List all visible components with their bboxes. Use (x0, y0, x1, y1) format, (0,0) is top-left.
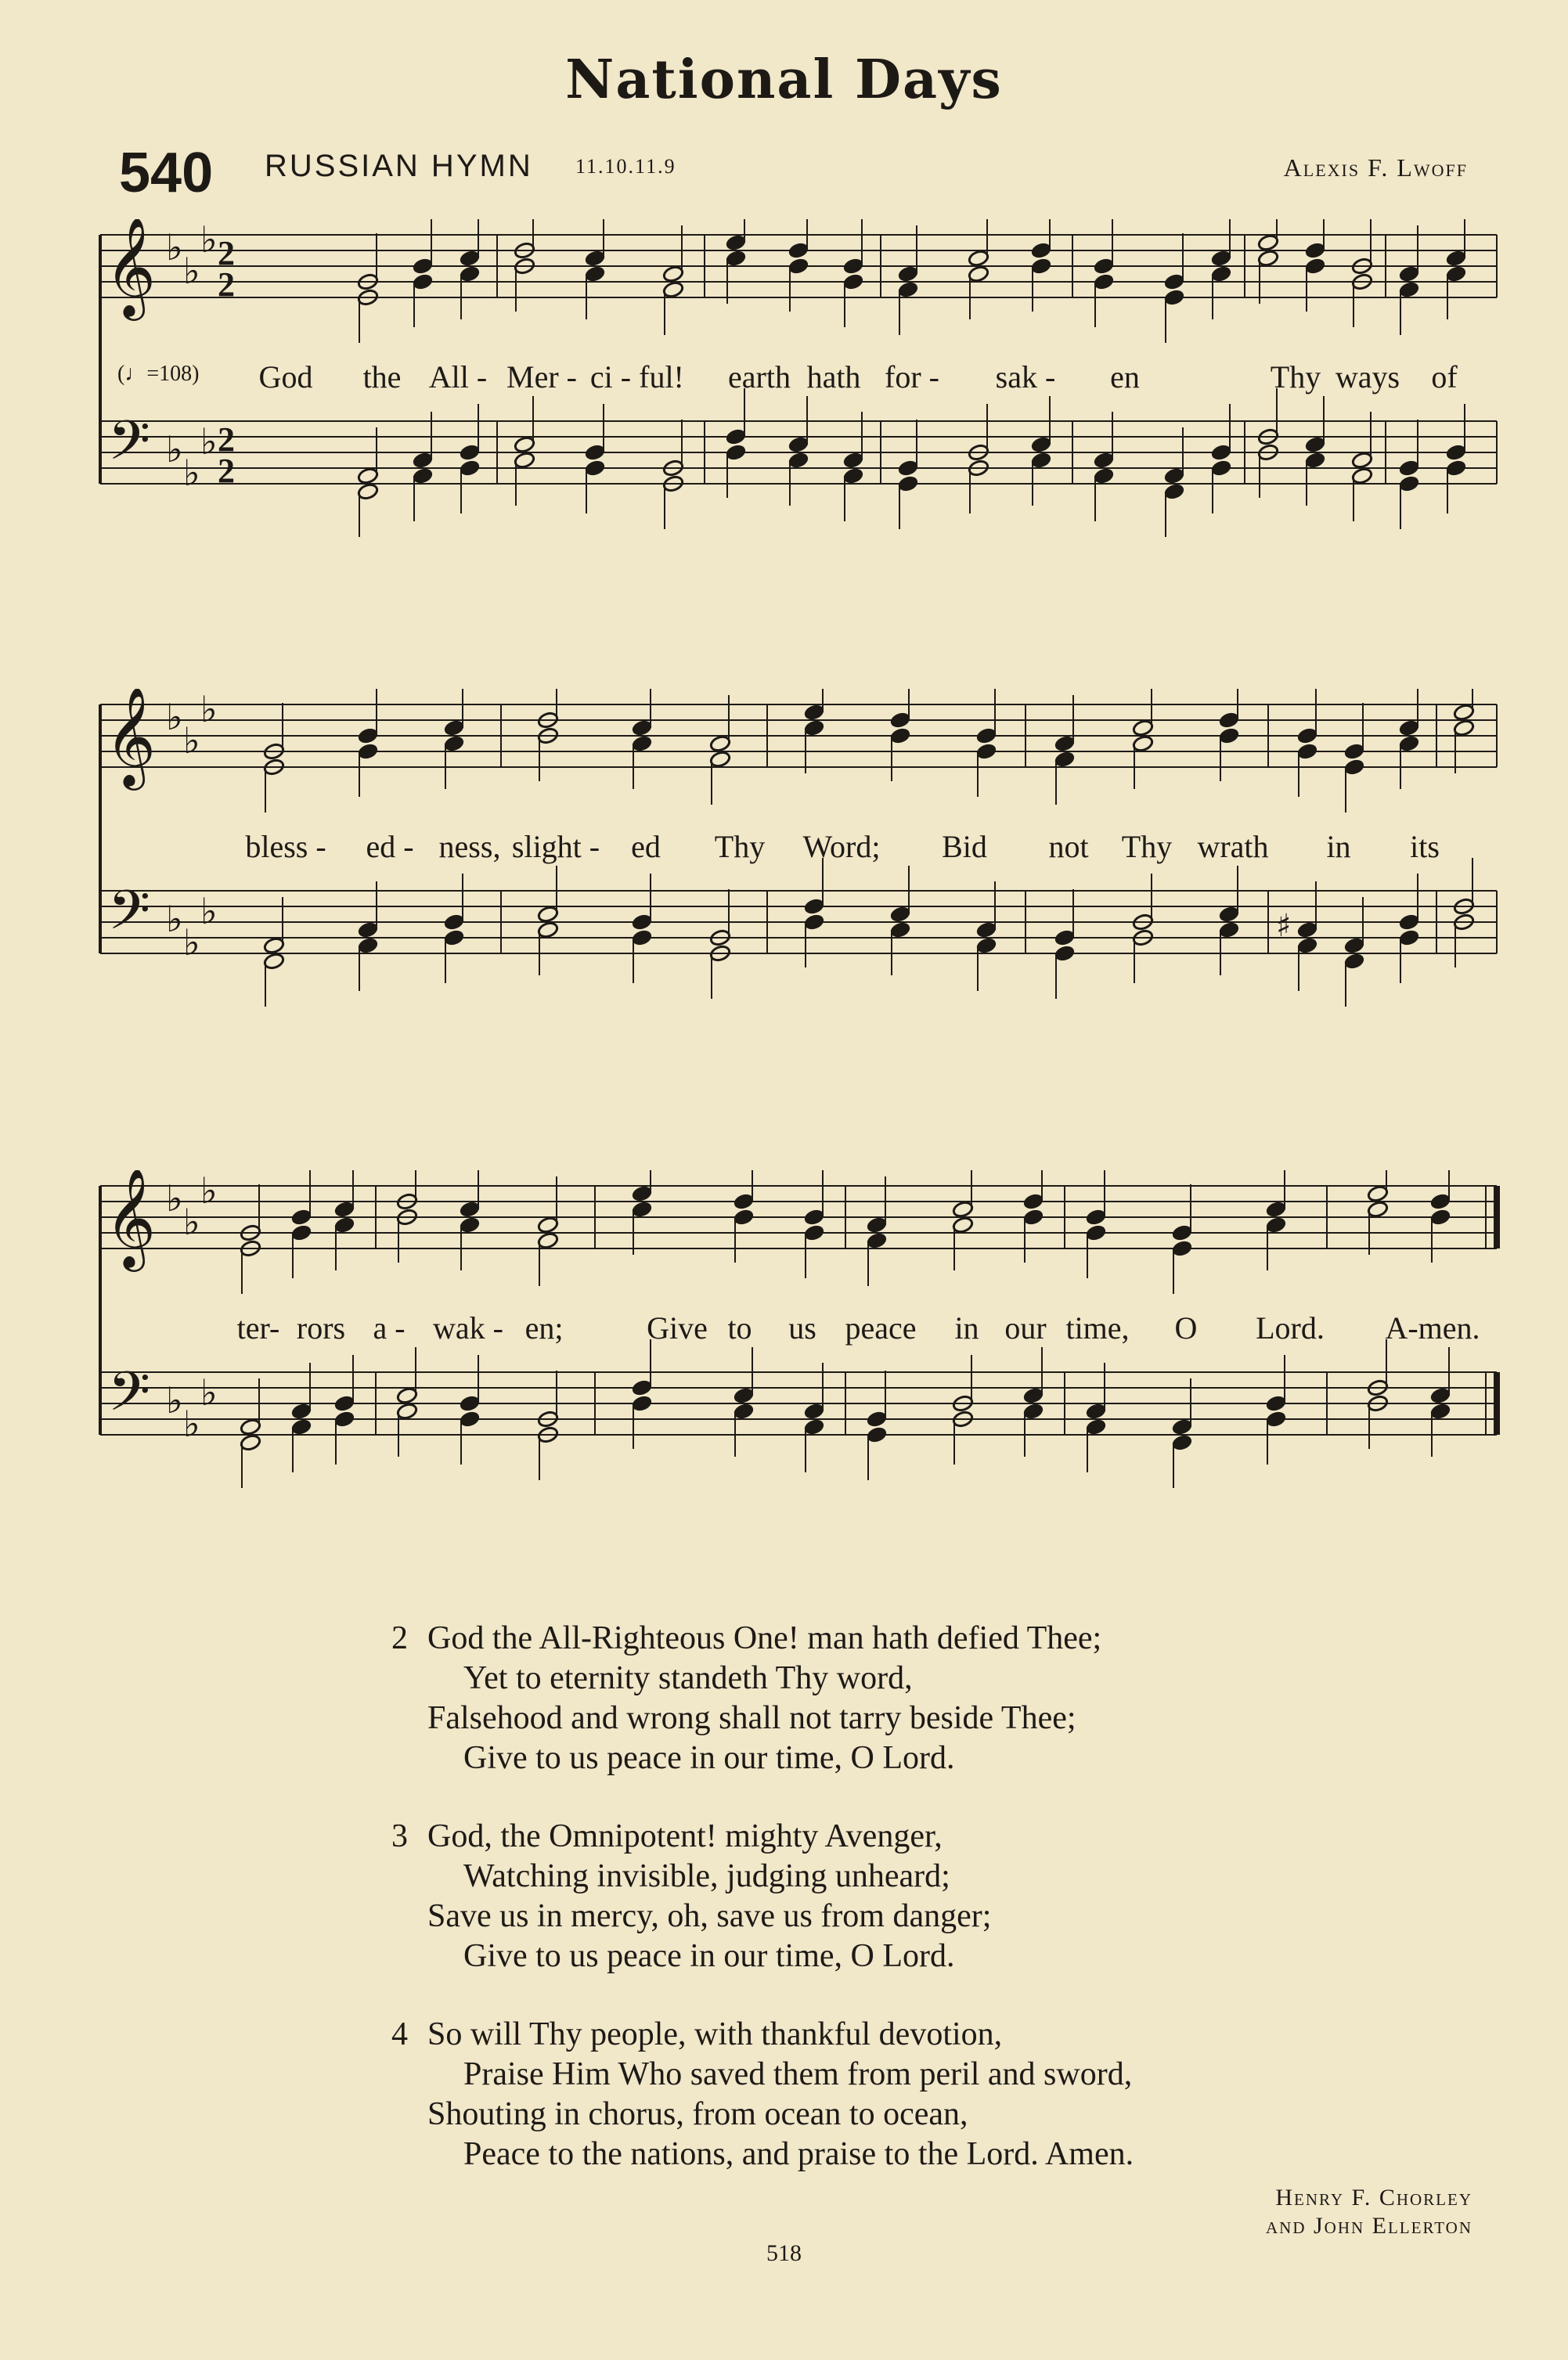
quarter-note-head (631, 719, 653, 737)
lyric-syllable: ful! (639, 359, 684, 395)
lyric-syllable: in (954, 1310, 979, 1346)
quarter-note-head (1163, 467, 1185, 485)
quarter-note-head (1296, 742, 1318, 760)
quarter-note-head (1171, 1418, 1193, 1436)
quarter-note-head (1163, 272, 1185, 290)
quarter-note-head (1093, 451, 1115, 469)
quarter-note-head (803, 1402, 825, 1420)
quarter-note-head (1210, 443, 1232, 461)
lyric-syllable: en (1110, 359, 1140, 395)
quarter-note-head (1398, 719, 1420, 737)
quarter-note-head (443, 928, 465, 946)
quarter-note-head (803, 897, 825, 915)
quarter-note-head (1445, 265, 1467, 283)
hymn-number: 540 (119, 142, 214, 204)
quarter-note-head (733, 1386, 755, 1404)
quarter-note-head (631, 928, 653, 946)
verse-text: Save us in mercy, oh, save us from danger; (427, 1898, 992, 1934)
quarter-note-head (1343, 952, 1365, 970)
lyric-syllable: O (1174, 1310, 1198, 1346)
composer: Alexis F. Lwoff (1283, 153, 1468, 182)
lyric-syllable: Give (647, 1310, 708, 1346)
quarter-note-head (725, 249, 747, 267)
verse-line (391, 1619, 1134, 1659)
quarter-note-head (1085, 1418, 1107, 1436)
lyric-syllable: for - (885, 359, 939, 395)
quarter-note-head (1445, 249, 1467, 267)
quarter-note-head (975, 936, 997, 954)
half-note-head (537, 1231, 559, 1249)
quarter-note-head (1398, 474, 1420, 492)
quarter-note-head (459, 1200, 481, 1218)
half-note-head (396, 1402, 418, 1420)
verse-line: Yet to eternity standeth Thy word, (463, 1660, 913, 1696)
quarter-note-head (1054, 734, 1076, 752)
quarter-note-head (788, 241, 809, 259)
quarter-note-head (443, 719, 465, 737)
half-note-head (537, 921, 559, 939)
half-note-head (1367, 1184, 1389, 1202)
quarter-note-head (897, 459, 919, 477)
flat-icon: ♭ (183, 1201, 200, 1243)
quarter-note-head (1343, 936, 1365, 954)
half-note-head (709, 734, 731, 752)
quarter-note-head (1218, 711, 1240, 729)
quarter-note-head (333, 1216, 355, 1234)
flat-icon: ♭ (166, 696, 183, 738)
quarter-note-head (1085, 1402, 1107, 1420)
quarter-note-head (788, 257, 809, 275)
flat-icon: ♭ (183, 250, 200, 292)
half-note-head (1351, 451, 1373, 469)
quarter-note-head (1030, 451, 1052, 469)
quarter-note-head (975, 742, 997, 760)
bass-clef-icon: 𝄢 (108, 1360, 151, 1436)
quarter-note-head (725, 427, 747, 445)
quarter-note-head (889, 726, 911, 744)
quarter-note-head (1343, 742, 1365, 760)
half-note-head (537, 1216, 559, 1234)
verse-line (391, 1817, 1134, 1857)
lyric-syllable: ter- (236, 1310, 280, 1346)
page-number: 518 (766, 2240, 802, 2266)
quarter-note-head (1022, 1192, 1044, 1210)
quarter-note-head (459, 1394, 481, 1412)
music-system-1 (94, 219, 1503, 548)
quarter-note-head (1304, 435, 1326, 453)
lyric-syllable: Word; (802, 829, 881, 864)
author-line-2: and John Ellerton (1265, 2213, 1472, 2239)
quarter-note-head (290, 1418, 312, 1436)
quarter-note-head (866, 1425, 888, 1443)
bass-clef-icon: 𝄢 (108, 878, 151, 955)
lyric-syllable: our (1004, 1310, 1047, 1346)
tempo-marking: (♩=108) (117, 362, 200, 386)
verse-number: 2 (391, 1620, 408, 1656)
quarter-note-head (803, 913, 825, 931)
lyric-syllable: the (362, 359, 402, 395)
quarter-note-head (1030, 257, 1052, 275)
quarter-note-head (1093, 467, 1115, 485)
author-line-1: Henry F. Chorley (1275, 2185, 1472, 2210)
quarter-note-head (1093, 272, 1115, 290)
lyric-syllable: ed (631, 829, 661, 864)
half-note-head (1132, 719, 1154, 737)
verse-text: God, the Omnipotent! mighty Avenger, (427, 1818, 943, 1854)
quarter-note-head (333, 1394, 355, 1412)
quarter-note-head (897, 265, 919, 283)
quarter-note-head (631, 913, 653, 931)
quarter-note-head (1085, 1208, 1107, 1226)
half-note-head (1257, 233, 1279, 251)
quarter-note-head (897, 280, 919, 298)
quarter-note-head (1304, 241, 1326, 259)
quarter-note-head (459, 443, 481, 461)
half-note-head (1453, 719, 1475, 737)
half-note-head (357, 467, 379, 485)
quarter-note-head (1304, 257, 1326, 275)
quarter-note-head (1171, 1433, 1193, 1451)
quarter-note-head (443, 913, 465, 931)
additional-verses (391, 1619, 1134, 2213)
quarter-note-head (1296, 726, 1318, 744)
verse-4 (391, 2015, 1134, 2174)
verse-line (391, 2095, 1134, 2135)
verse-number: 3 (391, 1818, 408, 1854)
quarter-note-head (1265, 1394, 1287, 1412)
quarter-note-head (631, 734, 653, 752)
flat-icon: ♭ (166, 226, 183, 268)
quarter-note-head (1093, 257, 1115, 275)
quarter-note-head (725, 233, 747, 251)
verse-text: Shouting in chorus, from ocean to ocean, (427, 2096, 968, 2132)
time-signature-bottom: 2 (218, 265, 235, 304)
quarter-note-head (866, 1231, 888, 1249)
lyric-syllable: A-men. (1385, 1310, 1480, 1346)
verse-text: So will Thy people, with thankful devotion, (427, 2016, 1003, 2052)
half-note-head (952, 1200, 974, 1218)
quarter-note-head (1210, 249, 1232, 267)
quarter-note-head (897, 474, 919, 492)
quarter-note-head (842, 272, 864, 290)
lyric-syllable: slight - (511, 829, 600, 864)
verse-line: Give to us peace in our time, O Lord. (463, 1740, 955, 1776)
quarter-note-head (631, 1184, 653, 1202)
quarter-note-head (733, 1192, 755, 1210)
quarter-note-head (1210, 459, 1232, 477)
lyric-syllable: ed - (366, 829, 414, 864)
quarter-note-head (1210, 265, 1232, 283)
quarter-note-head (975, 921, 997, 939)
lyric-syllable: ci - (589, 359, 632, 395)
quarter-note-head (357, 726, 379, 744)
time-signature-bottom: 2 (218, 452, 235, 490)
lyrics-line-2 (94, 828, 1503, 875)
half-note-head (240, 1418, 261, 1436)
lyric-syllable: peace (845, 1310, 917, 1346)
lyric-syllable: ways (1335, 359, 1400, 395)
text-authors (1266, 2184, 1472, 2240)
quarter-note-head (1054, 944, 1076, 962)
quarter-note-head (1171, 1223, 1193, 1241)
half-note-head (1453, 703, 1475, 721)
verse-2 (391, 1619, 1134, 1778)
lyric-syllable: Thy (1270, 359, 1321, 395)
flat-icon: ♭ (166, 1177, 183, 1220)
quarter-note-head (788, 451, 809, 469)
lyric-syllable: hath (806, 359, 861, 395)
quarter-note-head (842, 467, 864, 485)
quarter-note-head (631, 1200, 653, 1218)
lyric-syllable: us (788, 1310, 816, 1346)
music-system-2 (94, 689, 1503, 1018)
quarter-note-head (1171, 1239, 1193, 1257)
quarter-note-head (584, 249, 606, 267)
lyrics-line-1 (94, 359, 1503, 405)
quarter-note-head (1429, 1386, 1451, 1404)
flat-icon: ♭ (200, 890, 218, 932)
quarter-note-head (1398, 265, 1420, 283)
lyric-syllable: rors (296, 1310, 346, 1346)
verse-text: Falsehood and wrong shall not tarry beside Thee; (427, 1700, 1076, 1736)
meter: 11.10.11.9 (575, 155, 676, 178)
verse-line: Praise Him Who saved them from peril and sword, (463, 2056, 1133, 2092)
quarter-note-head (333, 1410, 355, 1428)
quarter-note-head (866, 1216, 888, 1234)
quarter-note-head (1429, 1208, 1451, 1226)
quarter-note-head (975, 726, 997, 744)
half-note-head (263, 936, 285, 954)
quarter-note-head (584, 459, 606, 477)
quarter-note-head (1429, 1402, 1451, 1420)
quarter-note-head (1054, 750, 1076, 768)
quarter-note-head (803, 1223, 825, 1241)
quarter-note-head (1022, 1402, 1044, 1420)
quarter-note-head (1085, 1223, 1107, 1241)
lyric-syllable: Thy (714, 829, 766, 864)
lyric-syllable: Thy (1121, 829, 1173, 864)
half-note-head (968, 265, 989, 283)
quarter-note-head (459, 265, 481, 283)
verse-line (391, 2015, 1134, 2055)
verse-line (391, 1897, 1134, 1937)
verse-line (391, 1699, 1134, 1738)
quarter-note-head (1304, 451, 1326, 469)
quarter-note-head (733, 1208, 755, 1226)
half-note-head (1132, 734, 1154, 752)
lyric-syllable: Lord. (1256, 1310, 1325, 1346)
quarter-note-head (1445, 443, 1467, 461)
quarter-note-head (889, 921, 911, 939)
lyric-syllable: of (1431, 359, 1458, 395)
flat-icon: ♭ (183, 452, 200, 494)
lyric-syllable: ness, (438, 829, 501, 864)
flat-icon: ♭ (166, 1379, 183, 1421)
lyric-syllable: All - (428, 359, 488, 395)
quarter-note-head (725, 443, 747, 461)
quarter-note-head (889, 905, 911, 923)
lyric-syllable: time, (1065, 1310, 1130, 1346)
lyric-syllable: a - (373, 1310, 406, 1346)
lyric-syllable: sak - (995, 359, 1056, 395)
flat-icon: ♭ (200, 219, 218, 261)
lyrics-line-3 (94, 1310, 1503, 1357)
quarter-note-head (412, 451, 434, 469)
section-title: National Days (565, 49, 1003, 111)
half-note-head (357, 482, 379, 500)
half-note-head (240, 1433, 261, 1451)
quarter-note-head (1296, 921, 1318, 939)
music-system-3 (94, 1170, 1503, 1538)
quarter-note-head (1030, 241, 1052, 259)
quarter-note-head (459, 1216, 481, 1234)
bass-clef-icon: 𝄢 (108, 409, 151, 485)
tune-name: RUSSIAN HYMN (265, 149, 533, 183)
half-note-head (537, 905, 559, 923)
quarter-note-head (1030, 435, 1052, 453)
half-note-head (514, 451, 535, 469)
quarter-note-head (1398, 734, 1420, 752)
quarter-note-head (1398, 928, 1420, 946)
lyric-syllable: Bid (942, 829, 987, 864)
quarter-note-head (1218, 726, 1240, 744)
half-note-head (263, 952, 285, 970)
quarter-note-head (803, 719, 825, 737)
lyric-syllable: wrath (1197, 829, 1269, 864)
quarter-note-head (842, 257, 864, 275)
flat-icon: ♭ (200, 420, 218, 463)
quarter-note-head (1343, 758, 1365, 776)
half-note-head (1367, 1200, 1389, 1218)
verse-line: Peace to the nations, and praise to the Lord. Amen. (463, 2136, 1134, 2172)
half-note-head (1257, 249, 1279, 267)
quarter-note-head (1445, 459, 1467, 477)
quarter-note-head (412, 272, 434, 290)
flat-icon: ♭ (200, 1170, 218, 1212)
quarter-note-head (1265, 1216, 1287, 1234)
verse-text: God the All-Righteous One! man hath defied Thee; (427, 1620, 1102, 1656)
quarter-note-head (1022, 1386, 1044, 1404)
quarter-note-head (1218, 921, 1240, 939)
half-note-head (662, 265, 684, 283)
half-note-head (396, 1386, 418, 1404)
flat-icon: ♭ (183, 719, 200, 762)
quarter-note-head (631, 1378, 653, 1396)
quarter-note-head (357, 936, 379, 954)
flat-icon: ♭ (200, 1371, 218, 1414)
half-note-head (662, 280, 684, 298)
lyric-syllable: not (1048, 829, 1089, 864)
flat-icon: ♭ (166, 428, 183, 470)
treble-clef-icon: 𝄞 (105, 689, 157, 786)
quarter-note-head (1429, 1192, 1451, 1210)
lyric-syllable: bless - (245, 829, 326, 864)
quarter-note-head (333, 1200, 355, 1218)
flat-icon: ♭ (183, 1403, 200, 1445)
verse-3 (391, 1817, 1134, 1976)
quarter-note-head (290, 1208, 312, 1226)
quarter-note-head (1398, 459, 1420, 477)
quarter-note-head (1265, 1410, 1287, 1428)
quarter-note-head (1163, 288, 1185, 306)
quarter-note-head (842, 451, 864, 469)
quarter-note-head (412, 467, 434, 485)
quarter-note-head (803, 1208, 825, 1226)
quarter-note-head (1398, 913, 1420, 931)
quarter-note-head (1398, 280, 1420, 298)
half-note-head (968, 249, 989, 267)
verse-line: Watching invisible, judging unheard; (463, 1858, 950, 1894)
quarter-note-head (584, 443, 606, 461)
flat-icon: ♭ (200, 689, 218, 730)
quarter-note-head (1054, 928, 1076, 946)
quarter-note-head (1296, 936, 1318, 954)
lyric-syllable: in (1326, 829, 1351, 864)
quarter-note-head (357, 742, 379, 760)
time-signature-top: 2 (218, 420, 235, 459)
quarter-note-head (803, 1418, 825, 1436)
time-signature-top: 2 (218, 234, 235, 272)
quarter-note-head (631, 1394, 653, 1412)
treble-clef-icon: 𝄞 (105, 1170, 157, 1267)
flat-icon: ♭ (183, 921, 200, 964)
quarter-note-head (459, 459, 481, 477)
flat-icon: ♭ (166, 898, 183, 940)
sharp-icon: ♯ (1276, 908, 1292, 944)
verse-line: Give to us peace in our time, O Lord. (463, 1938, 955, 1974)
quarter-note-head (733, 1402, 755, 1420)
quarter-note-head (788, 435, 809, 453)
quarter-note-head (1163, 482, 1185, 500)
lyric-syllable: God (258, 359, 313, 395)
quarter-note-head (889, 711, 911, 729)
quarter-note-head (459, 249, 481, 267)
lyric-syllable: Mer - (506, 359, 577, 395)
quarter-note-head (290, 1402, 312, 1420)
quarter-note-head (412, 257, 434, 275)
quarter-note-head (443, 734, 465, 752)
lyric-syllable: to (727, 1310, 752, 1346)
lyric-syllable: earth (728, 359, 791, 395)
half-note-head (1351, 467, 1373, 485)
treble-clef-icon: 𝄞 (105, 219, 157, 316)
half-note-head (709, 750, 731, 768)
quarter-note-head (1022, 1208, 1044, 1226)
quarter-note-head (357, 921, 379, 939)
quarter-note-head (290, 1223, 312, 1241)
quarter-note-head (803, 703, 825, 721)
quarter-note-head (866, 1410, 888, 1428)
quarter-note-head (1218, 905, 1240, 923)
half-note-head (952, 1216, 974, 1234)
quarter-note-head (584, 265, 606, 283)
half-note-head (514, 435, 535, 453)
lyric-syllable: en; (524, 1310, 564, 1346)
quarter-note-head (1265, 1200, 1287, 1218)
lyric-syllable: wak - (433, 1310, 503, 1346)
verse-number: 4 (391, 2016, 408, 2052)
quarter-note-head (459, 1410, 481, 1428)
lyric-syllable: its (1410, 829, 1440, 864)
